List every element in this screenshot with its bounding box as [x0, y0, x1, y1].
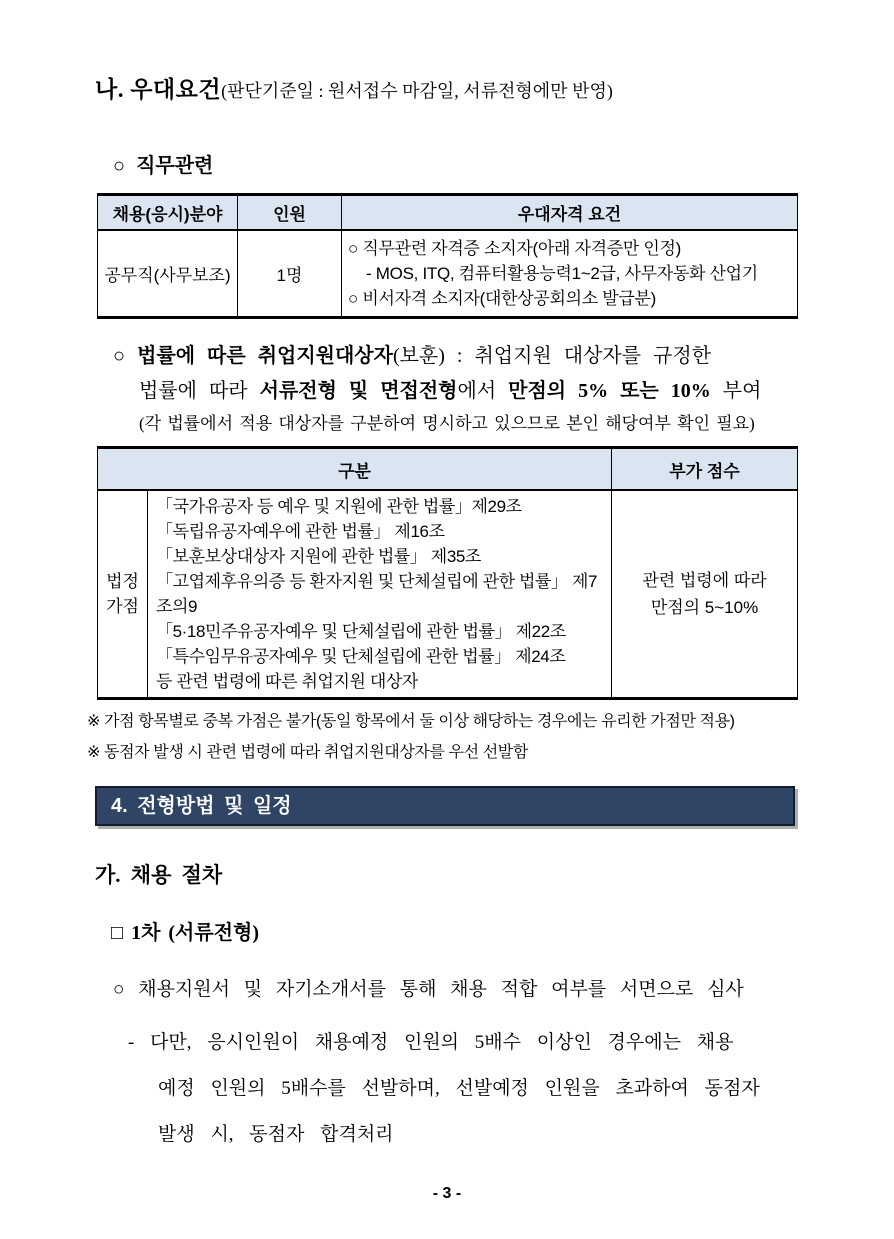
footnote-line: ※ 동점자 발생 시 관련 법령에 따라 취업지원대상자를 우선 선발함 [87, 744, 528, 761]
subsection-a-heading: 가. 채용 절차 [95, 863, 223, 887]
job-related-heading: ○ 직무관련 [113, 155, 214, 177]
veteran-line-2 [113, 374, 800, 409]
law-line: 「특수임무유공자예우 및 단체설립에 관한 법률」 제24조 [156, 647, 566, 666]
job-preference-table [97, 193, 798, 319]
veteran-line-2-d: 부여 [710, 380, 762, 402]
cell-count: 1명 [238, 230, 342, 318]
veteran-line-2-a: 법률에 따라 [139, 380, 260, 402]
circle-bullet: ○ [113, 345, 126, 367]
screening-paragraph: ○ 채용지원서 및 자기소개서를 통해 채용 적합 여부를 서면으로 심사 [113, 979, 744, 1000]
footnote-line: ※ 가점 항목별로 중복 가점은 불가(동일 항목에서 둘 이상 해당하는 경우에는 유리한 가점만 적용) [87, 713, 735, 730]
law-line: 「5·18민주유공자예우 및 단체설립에 관한 법률」 제22조 [156, 622, 566, 641]
law-line: 등 관련 법령에 따른 취업지원 대상자 [156, 672, 418, 691]
requirement-line: - MOS, ITQ, 컴퓨터활용능력1~2급, 사무자동화 산업기 [366, 264, 758, 283]
veteran-bold-title: 법률에 따른 취업지원대상자 [137, 345, 393, 367]
law-line: 「국가유공자 등 예우 및 지원에 관한 법률」제29조 [156, 497, 522, 516]
score-line: 만점의 5~10% [650, 598, 759, 617]
veteran-note: (각 법률에서 적용 대상자를 구분하여 명시하고 있으므로 본인 해당여부 확인 필요) [139, 414, 755, 433]
subparagraph-line: - 다만, 응시인원이 채용예정 인원의 5배수 이상인 경우에는 채용 [128, 1032, 734, 1053]
cell-laws [148, 490, 612, 699]
bonus-table-row [98, 490, 798, 699]
row-label-line: 법정 [106, 572, 139, 591]
section-4-banner [95, 786, 795, 826]
footnotes [87, 706, 800, 768]
subparagraph-line: 발생 시, 동점자 합격처리 [158, 1124, 394, 1145]
legal-bonus-table [97, 446, 798, 700]
col-header-field: 채용(응시)분야 [98, 195, 238, 231]
section-b-heading-text: 나. 우대요건 [95, 77, 222, 102]
col-header-score: 부가 점수 [612, 448, 798, 491]
bonus-table-header-row [98, 448, 798, 491]
section-b-heading [95, 73, 800, 108]
cell-score [612, 490, 798, 699]
cell-requirements [342, 230, 798, 318]
job-table-row [98, 230, 798, 318]
step1-heading: □ 1차 (서류전형) [111, 922, 260, 944]
requirement-line: ○ 비서자격 소지자(대한상공회의소 발급분) [348, 289, 657, 308]
law-line: 「보훈보상대상자 지원에 관한 법률」 제35조 [156, 547, 481, 566]
cell-row-label [98, 490, 148, 699]
col-header-class: 구분 [98, 448, 612, 491]
veteran-paragraph [113, 339, 800, 438]
screening-subparagraph [128, 1020, 800, 1158]
veteran-bold-exams: 서류전형 및 면접전형 [259, 380, 458, 402]
section-4-banner-label: 4. 전형방법 및 일정 [111, 795, 292, 817]
requirement-line: ○ 직무관련 자격증 소지자(아래 자격증만 인정) [348, 239, 682, 258]
section-b-heading-note: (판단기준일 : 원서접수 마감일, 서류전형에만 반영) [221, 81, 613, 101]
subparagraph-line: 예정 인원의 5배수를 선발하며, 선발예정 인원을 초과하여 동점자 [158, 1078, 760, 1099]
veteran-line-2-c: 에서 [457, 380, 509, 402]
row-label-line: 가점 [106, 597, 139, 616]
score-line: 관련 법령에 따라 [642, 571, 767, 590]
law-line: 「독립유공자예우에 관한 법률」 제16조 [156, 522, 445, 541]
veteran-line-1-rest: (보훈) : 취업지원 대상자를 규정한 [392, 345, 711, 367]
veteran-bold-score: 만점의 5% 또는 10% [508, 380, 711, 402]
veteran-line-1 [113, 339, 800, 374]
cell-field: 공무직(사무보조) [98, 230, 238, 318]
col-header-count: 인원 [238, 195, 342, 231]
col-header-requirements: 우대자격 요건 [342, 195, 798, 231]
law-line: 「고엽제후유의증 등 환자지원 및 단체설립에 관한 법률」 제7조의9 [156, 572, 598, 616]
job-table-header-row [98, 195, 798, 231]
page-number: - 3 - [432, 1185, 462, 1202]
